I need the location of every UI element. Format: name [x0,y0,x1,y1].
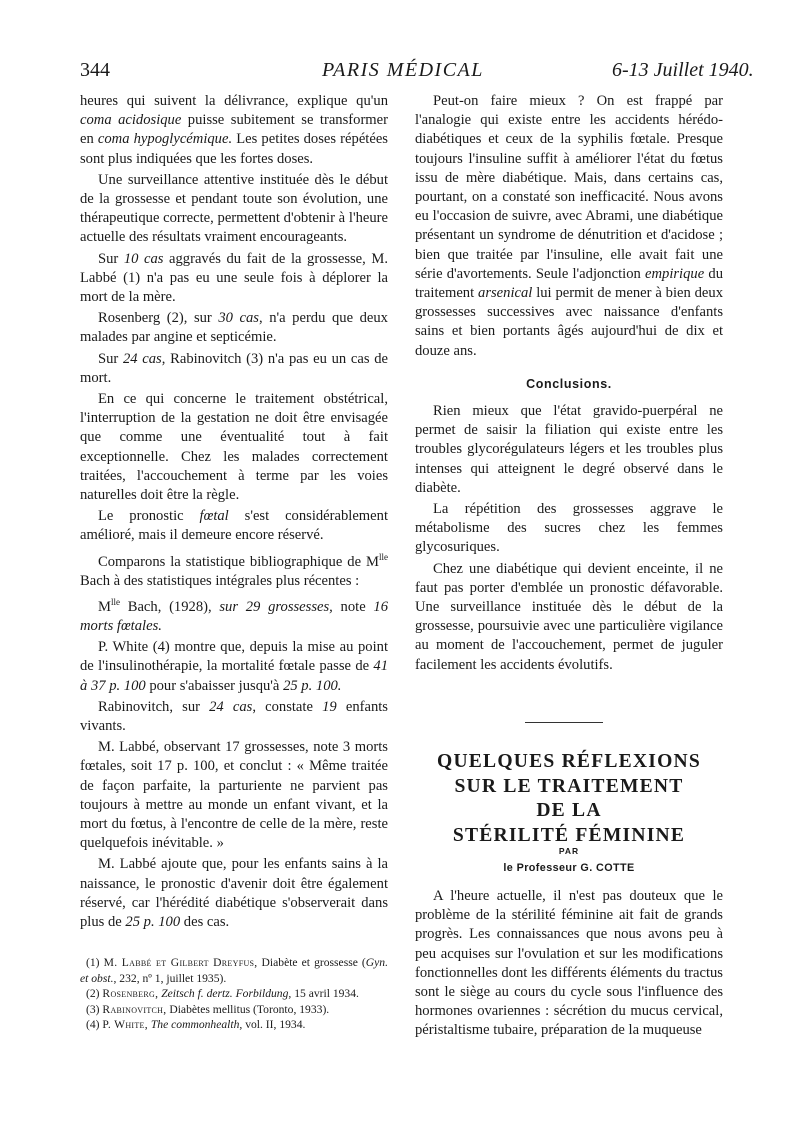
paragraph: A l'heure actuelle, il n'est pas douteux que le problème de la stérilité féminine ait fait de grands progrès. Les connaissances que nous avons peu à peu acquises sur l'ovulation et sur les modifications fonctionnelles dont les différents éléments du tractus sont le siège au cours du cycle sous l'influence des hormones ovariennes : sécrétion du mucus cervical, péristaltisme tubaire, préparation de la muqueuse [415,888,723,1039]
paragraph: heures qui suivent la délivrance, explique qu'un coma acidosique puisse subitement se transformer en coma hypoglycémique. Les petites doses répétées sont plus indiquées que les fortes doses. [80,93,388,167]
paragraph: Une surveillance attentive instituée dès le début de la grossesse et pendant toute son évolution, une thérapeutique correcte, permettent d'obtenir à l'heure actuelle des résultats vraiment encourageants. [80,171,388,246]
right-column [415,92,723,677]
footnote: (2) Rosenberg, Zeitsch f. dertz. Forbildung, 15 avril 1934. [86,987,359,1000]
paragraph: Comparons la statistique bibliographique de $M^{lle}$ Bach à des statistiques intégrales plus récentes : [80,551,388,589]
conclusions-heading: Conclusions. [526,376,612,391]
paragraph: Rien mieux que l'état gravido-puerpéral ne permet de saisir la filiation qui existe entre les troubles glycorégulateurs légers et les troubles plus intenses qui atteignent le degré observé dans le diabète. [415,403,723,496]
journal-title: PARIS MÉDICAL [322,59,484,81]
left-column [80,92,388,934]
paragraph: Chez une diabétique qui devient enceinte, il ne faut pas porter d'emblée un pronostic défavorable. Une surveillance instituée dès le début de la grossesse, poursuivie avec une particulière vigilance au moment de l'accouchement, permet de juguler facilement les accidents évolutifs. [415,560,723,673]
footnote: (4) P. White, The commonhealth, vol. II, 1934. [86,1018,306,1031]
article-body [415,887,723,1041]
article-title: QUELQUES RÉFLEXIONS SUR LE TRAITEMENT DE LA STÉRILITÉ FÉMININE [437,751,701,846]
footnotes [80,955,388,1033]
byline-par: PAR [558,846,580,856]
issue-date: 6-13 Juillet 1940. [612,59,754,81]
paragraph: La répétition des grossesses aggrave le métabolisme des sucres chez les femmes glycosuriques. [415,501,723,556]
paragraph: M. Labbé ajoute que, pour les enfants sains à la naissance, le pronostic d'avenir doit être également réservé, car l'hérédité diabétique s'observerait dans plus de 25 p. 100 des cas. [80,856,388,931]
paragraph: Rosenberg (2), sur 30 cas, n'a perdu que deux malades par angine et septicémie. [80,310,388,346]
footnote: (3) Rabinovitch, Diabètes mellitus (Toronto, 1933). [86,1002,330,1016]
paragraph: Rabinovitch, sur 24 cas, constate 19 enfants vivants. [80,698,388,735]
paragraph: En ce qui concerne le traitement obstétrical, l'interruption de la gestation ne doit être envisagée que comme une éventualité tout à fait exceptionnelle. Chez les malades correctement traitées, l'accouchement à terme par les voies naturelles doit être la règle. [80,391,388,504]
paragraph: Sur 24 cas, Rabinovitch (3) n'a pas eu un cas de mort. [80,350,389,386]
footnote: (1) M. Labbé et Gilbert Dreyfus, Diabète et grossesse (Gyn. et obst., 232, nº 1, juillet 1935). [80,956,388,985]
paragraph: Le pronostic fœtal s'est considérablement amélioré, mais il demeure encore réservé. [80,508,388,544]
article-author: le Professeur G. COTTE [503,862,635,874]
paragraph: Peut-on faire mieux ? On est frappé par l'analogie qui existe entre les accidents hérédo-diabétiques et ceux de la syphilis fœtale. Presque toujours l'insuline suffit à améliorer l'état du fœtus issu de mère diabétique. Mais, dans certains cas, pourtant, on a constaté son inefficacité. Nous avons eu l'occasion de suivre, avec Abrami, une diabétique présentant un syndrome de dénutrition et d'acidose ; bien que traitée par l'insuline, elle avait fait une série d'avortements. Seule l'adjonction empirique du traitement arsenical lui permit de mener à bien deux grossesses successives avec naissance d'enfants sains et bien portants âgés aujourd'hui de dix et douze ans. [415,93,724,359]
paragraph: $M^{lle}$ Bach, (1928), sur 29 grossesses, note 16 morts fœtales. [80,596,389,634]
section-divider [525,722,603,723]
paragraph: P. White (4) montre que, depuis la mise au point de l'insulinothérapie, la mortalité fœtale passe de 41 à 37 p. 100 pour s'abaisser jusqu'à 25 p. 100. [80,639,388,694]
paragraph: Sur 10 cas aggravés du fait de la grossesse, M. Labbé (1) n'a pas eu une seule fois à déplorer la mort de la mère. [80,250,388,306]
page-number: 344 [80,59,110,81]
paragraph: M. Labbé, observant 17 grossesses, note 3 morts fœtales, soit 17 p. 100, et conclut : « Même traitée de façon parfaite, la parturiente ne parvient pas toujours à mettre au monde un enfant vivant, et la mort du fœtus, à l'encontre de celle de la mère, reste quelquefois inévitable. » [80,739,388,852]
